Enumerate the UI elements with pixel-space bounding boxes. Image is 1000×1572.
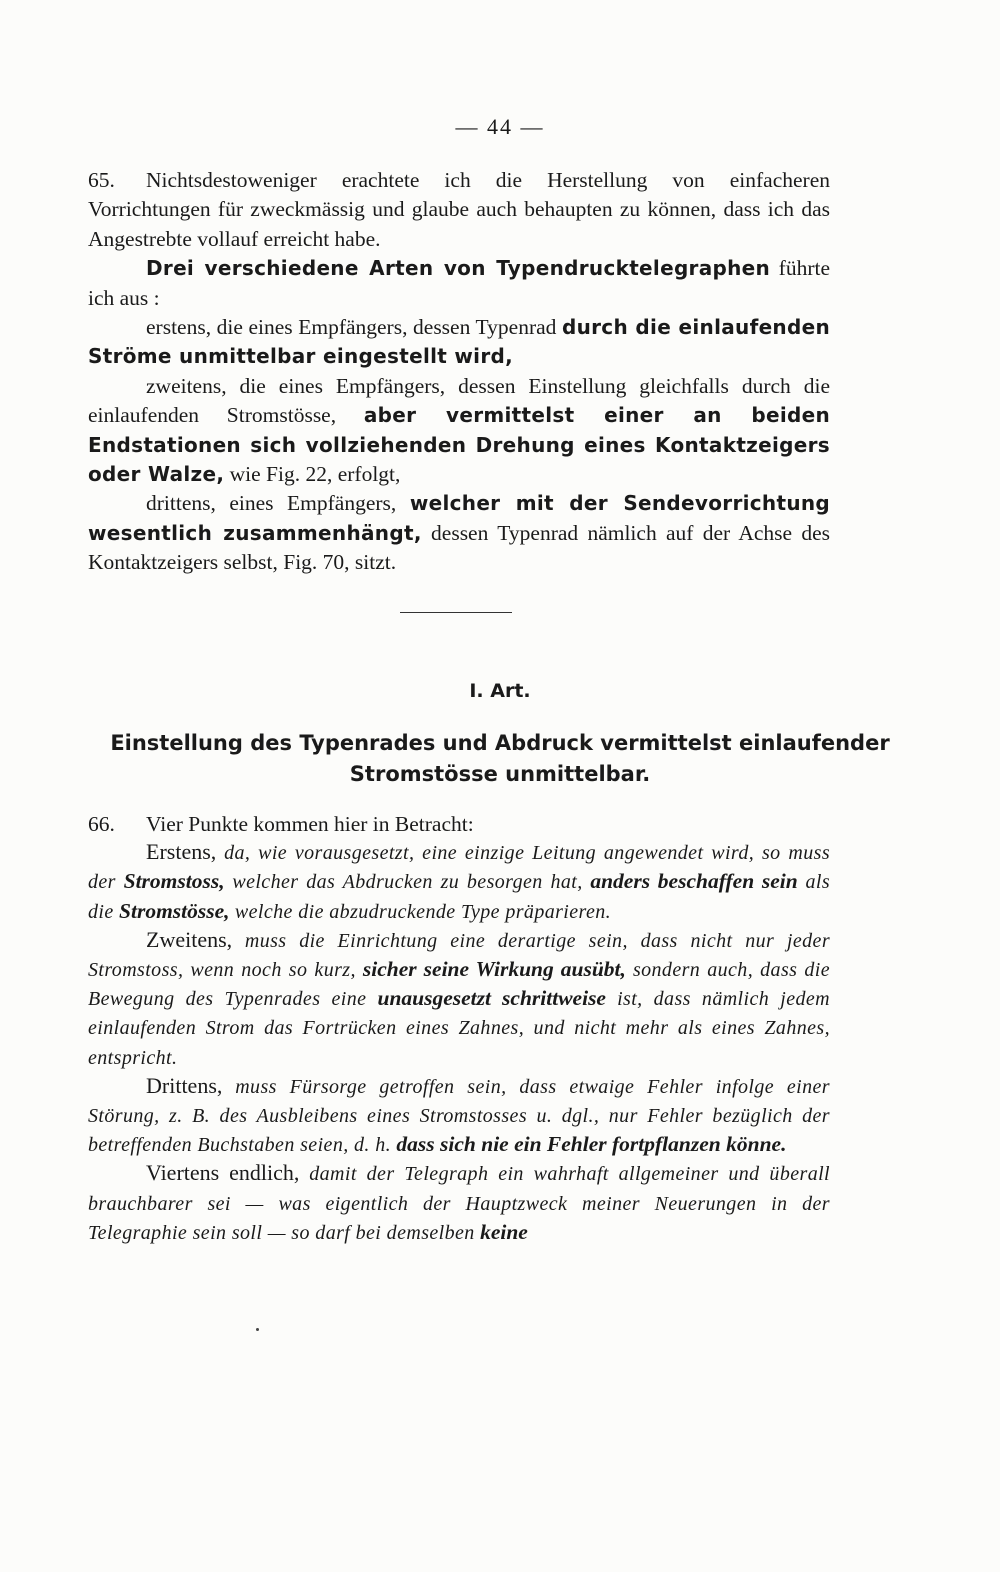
italic-text: damit der Telegraph ein wahrhaft allgemeiner und überall brauchbarer sei — was eigentlich der Hauptzweck meiner Neuerungen in der Telegraphie sein soll — so darf bei demselben	[88, 1163, 831, 1244]
type-three-description	[88, 489, 830, 577]
emphasis-text: welcher mit der Sendevorrichtung wesentlich zusammenhängt,	[88, 491, 831, 545]
emphasis-text: aber vermittelst einer an beiden Endstationen sich vollziehenden Drehung eines Kontaktzeigers oder Walze,	[88, 403, 830, 487]
paragraph-number: 66.	[88, 812, 115, 836]
point-lead: Erstens,	[146, 839, 217, 865]
type-one-description	[88, 313, 830, 372]
paragraph-text: dessen Typenrad nämlich auf der Achse des Kontaktzeigers selbst, Fig. 70, sitzt.	[88, 520, 831, 575]
point-viertens	[88, 1159, 830, 1247]
bold-italic-text: dass sich nie ein Fehler fortpflanzen könne.	[396, 1132, 787, 1157]
section-title: Einstellung des Typenrades und Abdruck vermittelst einlaufender Stromstösse unmittelbar.	[110, 731, 890, 786]
italic-text: als die	[88, 871, 831, 923]
point-erstens	[88, 838, 830, 926]
section-general-overview	[88, 166, 830, 578]
italic-text: sondern auch, dass die Bewegung des Typenrades eine	[88, 959, 830, 1011]
point-lead: Viertens endlich,	[146, 1160, 300, 1186]
italic-text: welche die abzudruckende Type präparieren.	[234, 900, 612, 923]
paragraph-text: führte ich aus :	[88, 256, 830, 310]
emphasis-text: Drei verschiedene Arten von Typendrucktelegraphen	[146, 256, 771, 281]
paragraph-text: Vier Punkte kommen hier in Betracht:	[146, 812, 474, 836]
bold-italic-text: Stromstoss,	[123, 869, 225, 894]
italic-text: ist, dass nämlich jedem einlaufenden Strom das Fortrücken eines Zahnes, und nicht mehr als eines Zahnes, entspricht.	[88, 988, 830, 1069]
italic-text: muss Fürsorge getroffen sein, dass etwaige Fehler infolge einer Störung, z. B. des Ausbleibens eines Stromstosses u. dgl., nur Fehler bezüglich der betreffenden Buchstaben seien, d. h.	[88, 1075, 830, 1157]
point-zweitens	[88, 926, 830, 1072]
paragraph-number: 65.	[88, 168, 115, 192]
point-drittens	[88, 1072, 830, 1160]
paragraph-text: Nichtsdestoweniger erachtete ich die Herstellung von einfacheren Vorrichtungen für zweckmässig und glaube auch behaupten zu können, dass ich das Angestrebte vollauf erreicht habe.	[88, 168, 830, 251]
italic-text: welcher das Abdrucken zu besorgen hat,	[232, 871, 583, 894]
bold-italic-text: Stromstösse,	[119, 898, 230, 923]
bold-italic-text: keine	[480, 1219, 528, 1244]
section-first-type	[88, 810, 830, 1247]
italic-text: muss die Einrichtung eine derartige sein, dass nicht nur jeder Stromstoss, wenn noch so kurz,	[88, 929, 830, 982]
paragraph-text: zweitens, die eines Empfängers, dessen Einstellung gleichfalls durch die einlaufenden Stromstösse,	[88, 373, 830, 428]
bold-italic-text: unausgesetzt schrittweise	[377, 986, 606, 1011]
type-two-description	[88, 372, 830, 490]
bold-italic-text: sicher seine Wirkung ausübt,	[362, 957, 626, 982]
paragraph-text: wie Fig. 22, erfolgt,	[229, 462, 401, 487]
section-divider	[400, 612, 512, 613]
bold-italic-text: anders beschaffen sein	[590, 869, 798, 894]
paragraph-text: drittens, eines Empfängers,	[146, 491, 397, 516]
italic-text: da, wie vorausgesetzt, eine einzige Leitung angewendet wird, so muss der	[88, 842, 830, 894]
paragraph-66	[88, 810, 830, 838]
ink-speck	[256, 1328, 259, 1331]
paragraph-65	[88, 166, 830, 254]
emphasis-text: durch die einlaufenden Ströme unmittelbar eingestellt wird,	[88, 315, 830, 369]
page-number: — 44 —	[455, 114, 545, 139]
paragraph-text: erstens, die eines Empfängers, dessen Typenrad	[146, 315, 557, 340]
types-intro	[88, 254, 830, 313]
point-lead: Drittens,	[146, 1072, 223, 1098]
section-heading: I. Art.	[469, 680, 531, 702]
point-lead: Zweitens,	[146, 926, 233, 952]
